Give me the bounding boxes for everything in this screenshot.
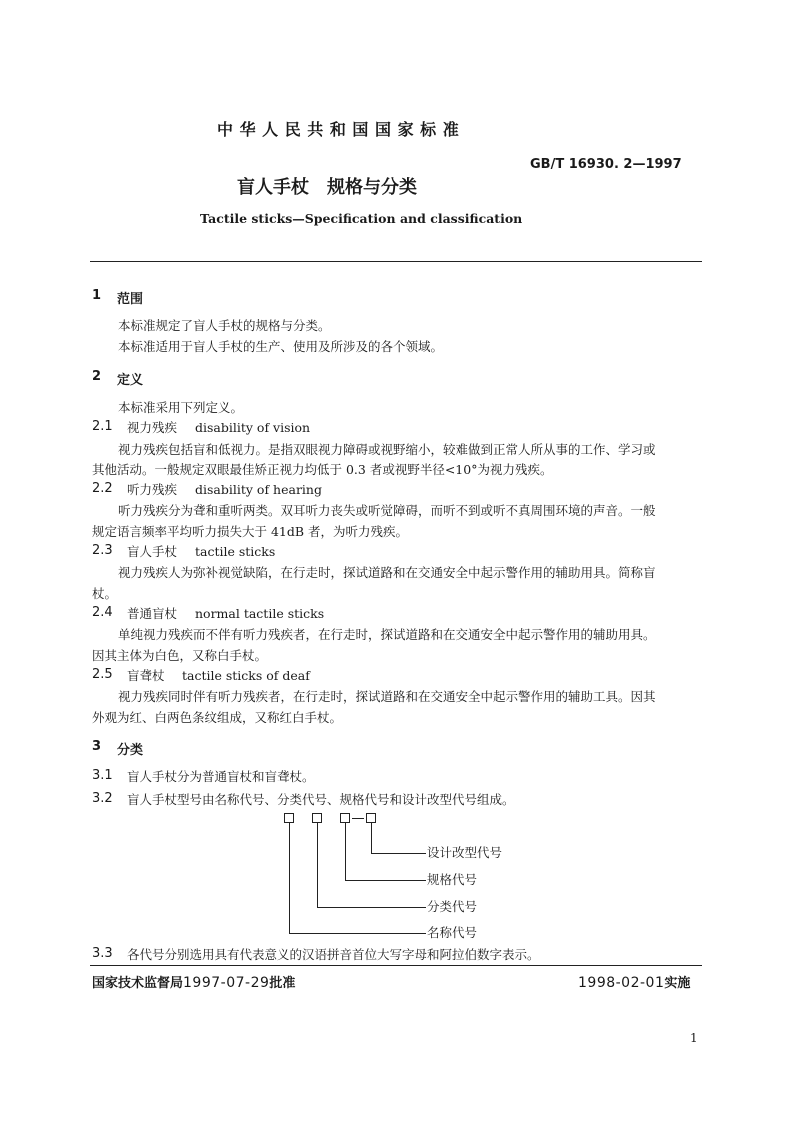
clause-3-2-number: 3.2 xyxy=(92,791,113,806)
footer-approval xyxy=(92,972,295,991)
def-2-5-term: 盲聋杖 xyxy=(127,668,165,683)
design-leader-v xyxy=(371,823,372,853)
class-code-box xyxy=(312,813,322,823)
def-2-1-term-en: disability of vision xyxy=(195,420,311,435)
def-2-3-term-en: tactile sticks xyxy=(195,544,276,559)
def-2-4-number: 2.4 xyxy=(92,605,113,620)
name-leader-h xyxy=(289,933,426,934)
section-1-title: 范围 xyxy=(117,292,144,307)
approve-date: 1997-07-29 xyxy=(183,975,270,991)
s1-paragraph-2: 本标准适用于盲人手杖的生产、使用及所涉及的各个领域。 xyxy=(118,339,444,354)
section-3-title: 分类 xyxy=(117,743,144,758)
clause-3-3-text: 各代号分别选用具有代表意义的汉语拼音首位大写字母和阿拉伯数字表示。 xyxy=(127,947,540,962)
name-code-box xyxy=(284,813,294,823)
spec-leader-v xyxy=(345,823,346,880)
label-spec-code: 规格代号 xyxy=(427,872,478,887)
section-3-number: 3 xyxy=(92,739,102,754)
effective-date: 1998-02-01 xyxy=(578,975,665,991)
def-2-5-number: 2.5 xyxy=(92,667,113,682)
code-dash xyxy=(352,818,364,819)
def-2-1-line-1: 视力残疾包括盲和低视力。是指双眼视力障碍或视野缩小，较难做到正常人所从事的工作、学习或 xyxy=(118,442,656,457)
approve-word: 批准 xyxy=(269,976,296,991)
standard-type: 中 华 人 民 共 和 国 国 家 标 准 xyxy=(217,120,460,139)
def-2-3-line-1: 视力残疾人为弥补视觉缺陷，在行走时，探试道路和在交通安全中起示警作用的辅助用具。简称盲 xyxy=(118,565,656,580)
def-2-2-line-2: 规定语言频率平均听力损失大于 41dB 者，为听力残疾。 xyxy=(92,524,409,539)
title-en: Tactile sticks—Specification and classification xyxy=(200,211,523,226)
label-class-code: 分类代号 xyxy=(427,899,478,914)
s2-intro: 本标准采用下列定义。 xyxy=(118,400,244,415)
design-code-box xyxy=(366,813,376,823)
name-leader-v xyxy=(289,823,290,933)
def-2-4-line-2: 因其主体为白色，又称白手杖。 xyxy=(92,648,268,663)
def-2-2-line-1: 听力残疾分为聋和重听两类。双耳听力丧失或听觉障碍，而听不到或听不真周围环境的声音。一般 xyxy=(118,503,656,518)
section-2-title: 定义 xyxy=(117,373,144,388)
def-2-4-term-en: normal tactile sticks xyxy=(195,606,325,621)
def-2-3-term: 盲人手杖 xyxy=(127,544,178,559)
footer-effective xyxy=(578,972,690,991)
def-2-1-term: 视力残疾 xyxy=(127,420,178,435)
def-2-5-line-1: 视力残疾同时伴有听力残疾者，在行走时，探试道路和在交通安全中起示警作用的辅助工具。因其 xyxy=(118,689,656,704)
label-name-code: 名称代号 xyxy=(427,925,478,940)
spec-code-box xyxy=(340,813,350,823)
design-leader-h xyxy=(371,853,426,854)
spec-leader-h xyxy=(345,880,426,881)
clause-3-1-text: 盲人手杖分为普通盲杖和盲聋杖。 xyxy=(127,769,315,784)
clause-3-3-number: 3.3 xyxy=(92,946,113,961)
class-leader-v xyxy=(317,823,318,907)
issuer: 国家技术监督局 xyxy=(92,976,184,991)
class-leader-h xyxy=(317,907,426,908)
def-2-3-number: 2.3 xyxy=(92,543,113,558)
clause-3-1-number: 3.1 xyxy=(92,768,113,783)
s1-paragraph-1: 本标准规定了盲人手杖的规格与分类。 xyxy=(118,318,331,333)
standard-code: GB/T 16930. 2—1997 xyxy=(530,157,682,172)
def-2-1-line-2: 其他活动。一般规定双眼最佳矫正视力均低于 0.3 者或视野半径<10°为视力残疾。 xyxy=(92,462,553,477)
def-2-2-term-en: disability of hearing xyxy=(195,482,322,497)
def-2-4-term: 普通盲杖 xyxy=(127,606,178,621)
label-design-code: 设计改型代号 xyxy=(427,845,503,860)
def-2-2-term: 听力残疾 xyxy=(127,482,178,497)
section-1-number: 1 xyxy=(92,288,102,303)
def-2-5-line-2: 外观为红、白两色条纹组成，又称红白手杖。 xyxy=(92,710,343,725)
title-cn: 盲人手杖 规格与分类 xyxy=(237,177,417,198)
bottom-rule xyxy=(90,965,702,966)
page-number: 1 xyxy=(690,1031,698,1045)
def-2-4-line-1: 单纯视力残疾而不伴有听力残疾者，在行走时，探试道路和在交通安全中起示警作用的辅助用具。 xyxy=(118,627,656,642)
def-2-3-line-2: 杖。 xyxy=(92,586,118,601)
def-2-2-number: 2.2 xyxy=(92,481,113,496)
effective-word: 实施 xyxy=(664,976,691,991)
def-2-5-term-en: tactile sticks of deaf xyxy=(182,668,310,683)
top-rule xyxy=(90,261,702,262)
clause-3-2-text: 盲人手杖型号由名称代号、分类代号、规格代号和设计改型代号组成。 xyxy=(127,792,515,807)
section-2-number: 2 xyxy=(92,369,102,384)
def-2-1-number: 2.1 xyxy=(92,419,113,434)
